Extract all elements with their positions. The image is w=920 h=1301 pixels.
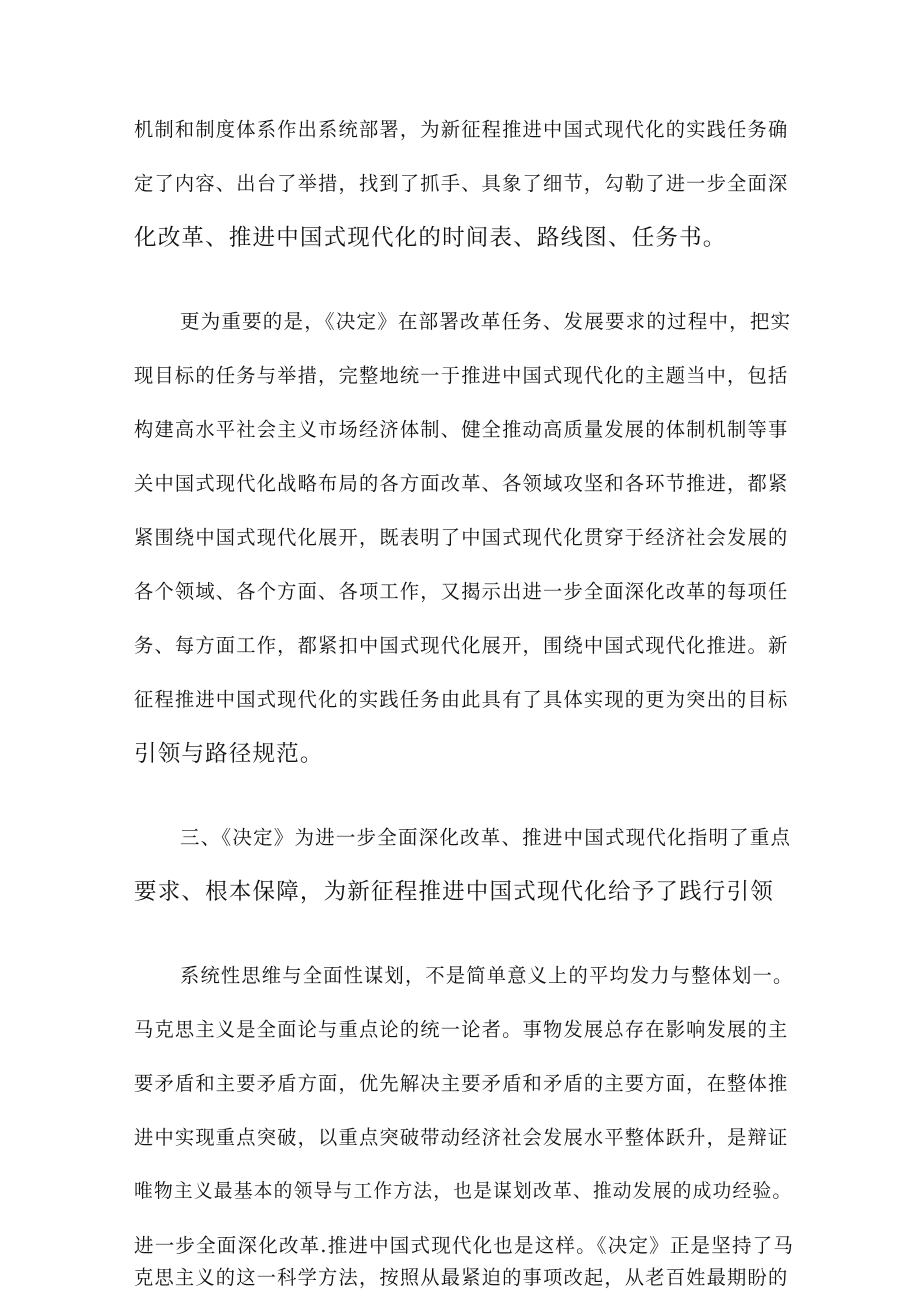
paragraph-2-line-4: 关中国式现代化战略布局的各方面改革、各领域攻坚和各环节推进，都紧 [134, 472, 789, 495]
paragraph-2-line-6: 各个领域、各个方面、各项工作，又揭示出进一步全面深化改革的每项任 [134, 580, 789, 603]
paragraph-2-line-7: 务、每方面工作，都紧扣中国式现代化展开，围绕中国式现代化推进。新 [134, 634, 789, 657]
paragraph-1-line-1: 机制和制度体系作出系统部署，为新征程推进中国式现代化的实践任务确 [134, 118, 789, 141]
paragraph-2-line-3: 构建高水平社会主义市场经济体制、健全推动高质量发展的体制机制等事 [134, 418, 789, 441]
paragraph-3-line-4: 进中实现重点突破，以重点突破带动经济社会发展水平整体跃升，是辩证 [134, 1126, 789, 1149]
paragraph-3-line-6: 进一步全面深化改革.推进中国式现代化也是这样。《决定》正是坚持了马 [134, 1234, 795, 1257]
paragraph-1-line-2: 定了内容、出台了举措，找到了抓手、具象了细节，勾勒了进一步全面深 [134, 172, 789, 195]
paragraph-3-line-1: 系统性思维与全面性谋划，不是简单意义上的平均发力与整体划一。 [180, 964, 794, 987]
paragraph-3-line-2: 马克思主义是全面论与重点论的统一论者。事物发展总存在影响发展的主 [134, 1018, 789, 1041]
paragraph-2-line-2: 现目标的任务与举措，完整地统一于推进中国式现代化的主题当中，包括 [134, 364, 789, 387]
paragraph-2-line-8: 征程推进中国式现代化的实践任务由此具有了具体实现的更为突出的目标 [134, 688, 789, 711]
paragraph-2-line-9: 引领与路径规范。 [134, 741, 324, 767]
paragraph-2-line-5: 紧围绕中国式现代化展开，既表明了中国式现代化贯穿于经济社会发展的 [134, 526, 789, 549]
paragraph-1-line-3: 化改革、推进中国式现代化的时间表、路线图、任务书。 [134, 225, 727, 251]
section-heading-3-line-2: 要求、根本保障，为新征程推进中国式现代化给予了践行引领 [134, 879, 774, 905]
paragraph-3-line-5: 唯物主义最基本的领导与工作方法，也是谋划改革、推动发展的成功经验。 [134, 1181, 793, 1202]
paragraph-2-line-1: 更为重要的是，《决定》在部署改革任务、发展要求的过程中，把实 [180, 310, 792, 333]
paragraph-3-line-7: 克思主义的这一科学方法，按照从最紧迫的事项改起，从老百姓最期盼的 [134, 1266, 789, 1289]
paragraph-3-line-3: 要矛盾和主要矛盾方面，优先解决主要矛盾和矛盾的主要方面，在整体推 [134, 1072, 789, 1095]
section-heading-3-line-1: 三、《决定》为进一步全面深化改革、推进中国式现代化指明了重点 [180, 826, 792, 849]
